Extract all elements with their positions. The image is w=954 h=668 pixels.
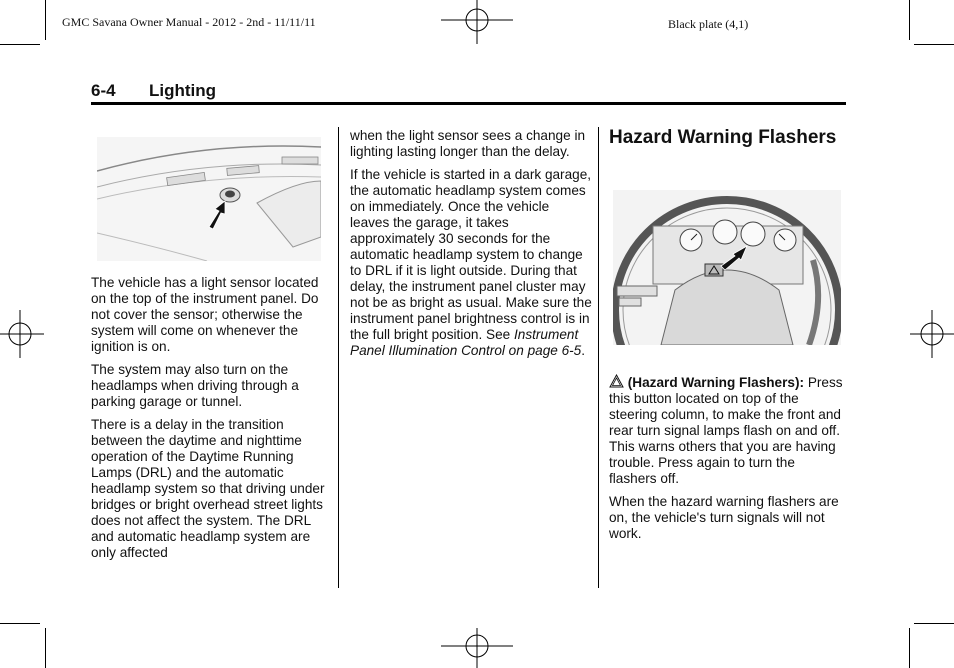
crop-mark bbox=[0, 44, 40, 45]
paragraph bbox=[350, 167, 592, 359]
section-heading bbox=[91, 81, 216, 101]
text-column-1 bbox=[91, 275, 331, 568]
hazard-label: (Hazard Warning Flashers): bbox=[627, 375, 805, 390]
subsection-title: Hazard Warning Flashers bbox=[609, 127, 837, 148]
paragraph-end: . bbox=[581, 343, 586, 358]
paragraph: When the hazard warning flashers are on, the vehicle's turn signals will not work. bbox=[609, 494, 839, 541]
paragraph: There is a delay in the transition between the daytime and nighttime operation of the Daytime Running Lamps (DRL) and the automatic headlamp system so that driving under bridges or bright overhead street lights does not affect the system. The DRL and automatic headlamp system are only affected bbox=[91, 417, 325, 560]
crop-mark bbox=[45, 628, 46, 668]
section-title: Lighting bbox=[149, 81, 217, 100]
cross-reference-link[interactable]: Instrument Panel Illumination Control on page 6-5 bbox=[350, 327, 582, 358]
light-sensor-illustration bbox=[97, 137, 321, 261]
column-divider bbox=[338, 127, 339, 588]
paragraph: when the light sensor sees a change in lighting lasting longer than the delay. bbox=[350, 128, 586, 159]
registration-mark-icon bbox=[441, 624, 513, 668]
print-header-right: Black plate (4,1) bbox=[668, 17, 749, 31]
paragraph-text: If the vehicle is started in a dark garage, the automatic headlamp system comes on immediately. Once the vehicle leaves the garage, it takes approximately 30 seconds for the automatic headlamp system to change to DRL if it is light outside. During that delay, the instrument panel cluster may not be as bright as usual. Make sure the instrument panel brightness control is in the full bright position. See bbox=[350, 167, 592, 342]
crop-mark bbox=[914, 623, 954, 624]
crop-mark bbox=[909, 628, 910, 668]
paragraph bbox=[609, 374, 845, 487]
paragraph-text: Press this button located on top of the steering column, to make the front and rear turn signal lamps flash on and off. This warns others that you are having trouble. Press again to turn the flashers off. bbox=[609, 375, 843, 486]
hazard-triangle-icon bbox=[609, 374, 624, 388]
registration-mark-icon bbox=[441, 0, 513, 48]
print-header-left: GMC Savana Owner Manual - 2012 - 2nd - 11/11/11 bbox=[62, 15, 316, 29]
crop-mark bbox=[909, 0, 910, 40]
text-column-3 bbox=[609, 374, 845, 549]
section-number: 6-4 bbox=[91, 81, 116, 100]
paragraph: The vehicle has a light sensor located on the top of the instrument panel. Do not cover the sensor; otherwise the system will come on whenever the ignition is on. bbox=[91, 275, 319, 354]
registration-mark-icon bbox=[0, 310, 44, 358]
paragraph: The system may also turn on the headlamps when driving through a parking garage or tunnel. bbox=[91, 362, 299, 409]
crop-mark bbox=[45, 0, 46, 40]
crop-mark bbox=[914, 44, 954, 45]
hazard-button-illustration bbox=[613, 190, 841, 345]
crop-mark bbox=[0, 623, 40, 624]
column-divider bbox=[598, 127, 599, 588]
heading-rule bbox=[91, 102, 846, 105]
text-column-2 bbox=[350, 128, 592, 366]
registration-mark-icon bbox=[910, 310, 954, 358]
